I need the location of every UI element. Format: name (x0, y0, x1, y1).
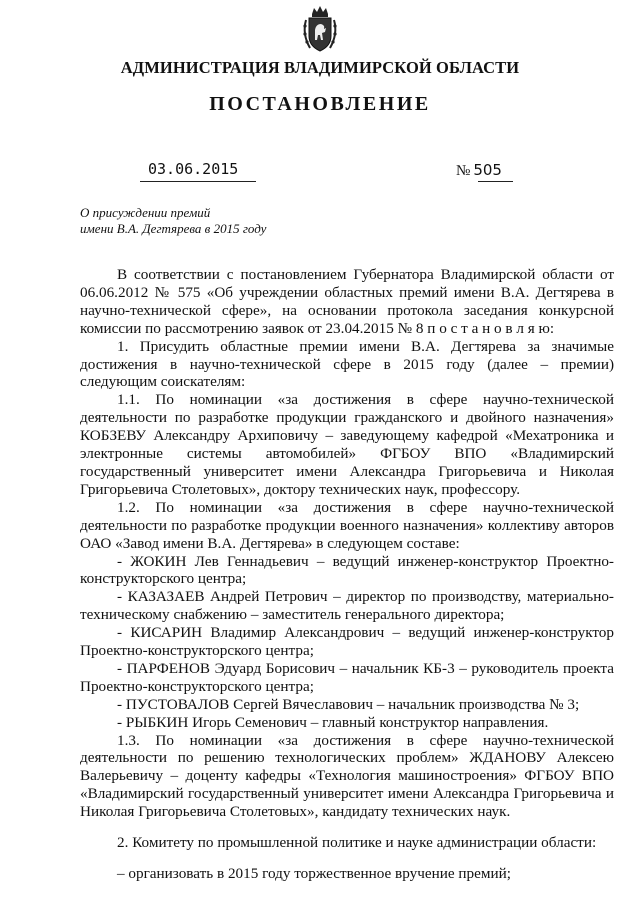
clause-1: 1. Присудить областные премии имени В.А. Дегтярева за значимые достижения в научно-технической сфере в 2015 году (далее – премии) следующим соискателям: (80, 337, 614, 391)
clause-1-1: 1.1. По номинации «за достижения в сфере научно-технической деятельности по разработке продукции гражданского и двойного назначения» КОБЗЕВУ Александру Архиповичу – заведующему кафедрой «Мехатроника и электронные системы автомобилей» ФГБОУ ВПО «Владимирский государственный университет имени Александра Григорьевича и Николая Григорьевича Столетовых», доктору технических наук, профессору. (80, 391, 614, 498)
document-subject (80, 205, 266, 237)
document-type-title: ПОСТАНОВЛЕНИЕ (209, 93, 431, 115)
clause-1-2: 1.2. По номинации «за достижения в сфере научно-технической деятельности по разработке продукции военного назначения» коллективу авторов ОАО «Завод имени В.А. Дегтярева» в следующем составе: (80, 498, 614, 552)
list-item: - КИСАРИН Владимир Александрович – ведущий инженер-конструктор Проектно-конструкторского центра; (80, 624, 614, 660)
document-date: 03.06.2015 (148, 160, 239, 178)
number-underline (478, 181, 513, 182)
organization-title: АДМИНИСТРАЦИЯ ВЛАДИМИРСКОЙ ОБЛАСТИ (120, 58, 520, 77)
list-item: - РЫБКИН Игорь Семенович – главный конструктор направления. (117, 713, 549, 731)
preamble-paragraph: В соответствии с постановлением Губернатора Владимирской области от 06.06.2012 № 575 «Об учреждении областных премий имени В.А. Дегтярева в научно-технической сфере», на основании протокола заседания конкурсной комиссии по рассмотрению заявок от 23.04.2015 № 8 п о с т а н о в л я ю: (80, 266, 614, 337)
document-body (80, 266, 614, 883)
clause-2-item: – организовать в 2015 году торжественное вручение премий; (117, 865, 511, 882)
clause-1-3: 1.3. По номинации «за достижения в сфере научно-технической деятельности по решению технологических проблем» ЖДАНОВУ Алексею Валерьевичу – доценту кафедры «Технология машиностроения» ФГБОУ ВПО «Владимирский государственный университет имени Александра Григорьевича и Николая Григорьевича Столетовых», кандидату технических наук. (80, 731, 614, 821)
document-number (456, 161, 502, 180)
subject-line-2: имени В.А. Дегтярева в 2015 году (80, 221, 267, 236)
clause-2: 2. Комитету по промышленной политике и науке администрации области: (117, 834, 597, 852)
list-item: - ЖОКИН Лев Геннадьевич – ведущий инженер-конструктор Проектно-конструкторского центра; (80, 552, 614, 588)
number-label: № (456, 163, 471, 179)
number-value: 505 (473, 161, 502, 179)
list-item: - КАЗАЗАЕВ Андрей Петрович – директор по производству, материально-техническому снабжению – заместитель генерального директора; (80, 588, 614, 624)
date-underline (140, 181, 256, 182)
list-item: - ПУСТОВАЛОВ Сергей Вячеславович – начальник производства № 3; (117, 695, 580, 713)
coat-of-arms-icon (300, 4, 340, 54)
list-item: - ПАРФЕНОВ Эдуард Борисович – начальник КБ-3 – руководитель проекта Проектно-конструкторского центра; (80, 659, 614, 695)
subject-line-1: О присуждении премий (80, 205, 211, 220)
